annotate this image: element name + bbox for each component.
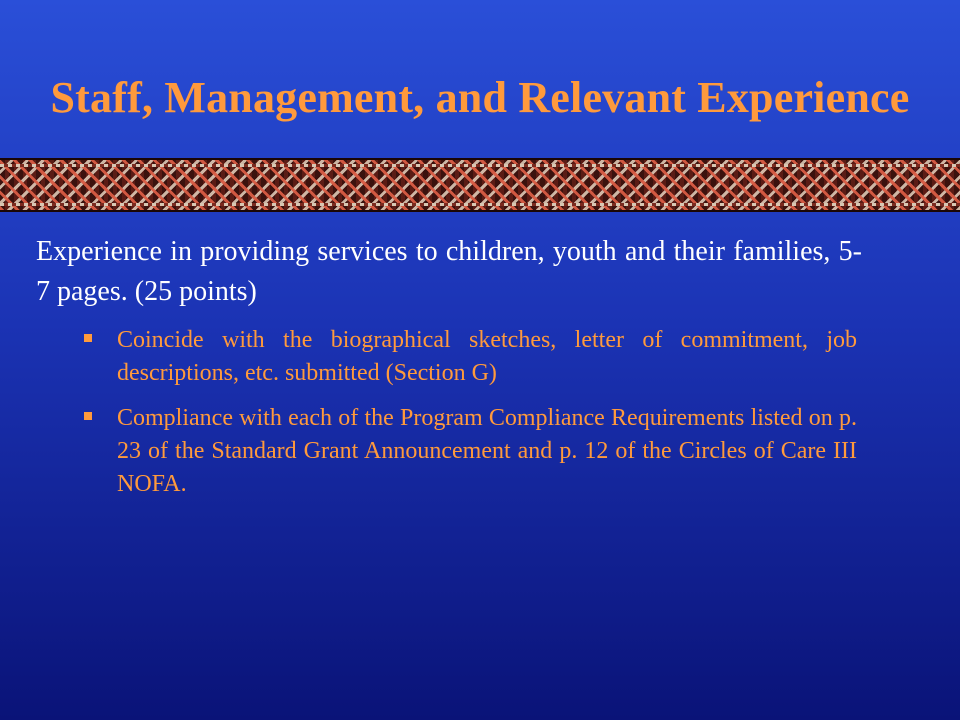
bullet-list bbox=[36, 324, 876, 501]
square-bullet-icon bbox=[84, 334, 92, 342]
bullet-item-1 bbox=[36, 324, 857, 390]
square-bullet-icon bbox=[84, 412, 92, 420]
main-text: Experience in providing services to children, youth and their families, 5-7 pages. (25 points) bbox=[36, 236, 862, 307]
decorative-woven-band bbox=[0, 158, 960, 212]
bullet-item-2 bbox=[36, 402, 857, 501]
bullet-text: Coincide with the biographical sketches, letter of commitment, job descriptions, etc. submitted (Section G) bbox=[117, 327, 857, 386]
slide-title: Staff, Management, and Relevant Experience bbox=[50, 73, 910, 122]
bullet-text: Compliance with each of the Program Compliance Requirements listed on p. 23 of the Standard Grant Announcement and p. 12 of the Circles of Care III NOFA. bbox=[117, 405, 857, 497]
slide-body bbox=[36, 232, 876, 513]
